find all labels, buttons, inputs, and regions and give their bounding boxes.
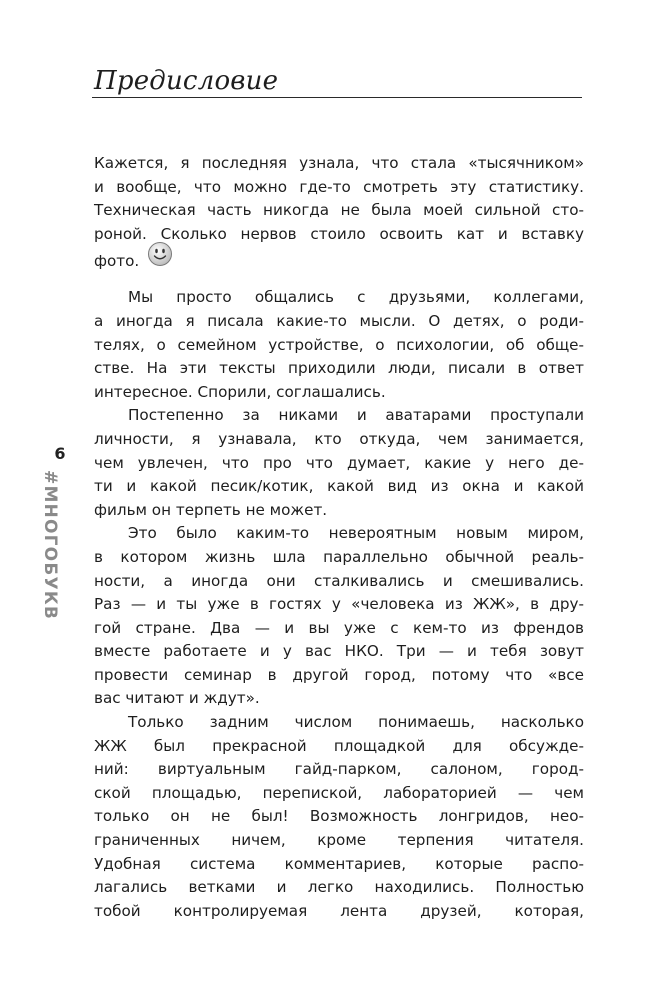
text-line: гой стране. Два — и вы уже с кем-то из френдов: [94, 618, 584, 637]
text-line: ти и какой песик/котик, какой вид из окна и какой: [94, 477, 584, 496]
page-title: Предисловие: [94, 66, 279, 96]
text-line: Техническая часть никогда не была моей сильной сто-: [94, 201, 584, 220]
text-line: Раз — и ты уже в гостях у «человека из ЖЖ», в дру-: [94, 595, 584, 614]
text-line: вас читают и ждут».: [94, 689, 260, 708]
text-line: роной. Сколько нервов стоило освоить кат и вставку: [94, 224, 584, 243]
text-line: стве. На эти тексты приходили люди, писали в ответ: [94, 359, 584, 378]
title-underline: [92, 97, 582, 98]
text-line: в котором жизнь шла параллельно обычной реаль-: [94, 547, 584, 566]
text-line: ЖЖ был прекрасной площадкой для обсужде-: [94, 736, 584, 755]
text-line: и вообще, что можно где-то смотреть эту статистику.: [94, 177, 584, 196]
text-line: провести семинар в другой город, потому что «все: [94, 665, 584, 684]
paragraph-2: [94, 286, 584, 404]
text-line: интересное. Спорили, соглашались.: [94, 382, 386, 401]
text-line: фото.: [94, 252, 140, 271]
text-line: фильм он терпеть не может.: [94, 500, 328, 519]
text-line: вместе работаете и у вас НКО. Три — и тебя зовут: [94, 642, 584, 661]
text-line: телях, о семейном устройстве, о психологии, об обще-: [94, 335, 584, 354]
text-line: Мы просто общались с друзьями, коллегами,: [128, 288, 584, 307]
text-line: ности, а иногда они сталкивались и смешивались.: [94, 571, 584, 590]
text-line: лагались ветками и легко находились. Полностью: [94, 878, 584, 897]
text-line: чем увлечен, что про что думает, какие у него де-: [94, 453, 584, 472]
page-number: 6: [54, 444, 66, 463]
text-line: Это было каким-то невероятным новым миром,: [128, 524, 584, 543]
paragraph-5: [94, 711, 584, 923]
text-line: а иногда я писала какие-то мысли. О детях, о роди-: [94, 311, 584, 330]
text-line-with-smiley: [94, 246, 584, 276]
text-line: Постепенно за никами и аватарами проступали: [128, 406, 584, 425]
side-marker: [40, 444, 80, 644]
text-line: граниченных ничем, кроме терпения читателя.: [94, 831, 584, 850]
text-line: Кажется, я последняя узнала, что стала «тысячником»: [94, 154, 584, 172]
text-line: тобой контролируемая лента друзей, которая,: [94, 901, 584, 920]
text-line: Удобная система комментариев, которые распо-: [94, 854, 584, 873]
book-title-vertical: #МНОГОБУКВ: [40, 470, 60, 621]
text-line: Только задним числом понимаешь, насколько: [128, 713, 584, 732]
paragraph-1: [94, 152, 584, 276]
text-line: личности, я узнавала, кто откуда, чем занимается,: [94, 429, 584, 448]
text-line: ний: виртуальным гайд-парком, салоном, город-: [94, 760, 584, 779]
smiley-icon: [147, 241, 173, 277]
paragraph-4: [94, 522, 584, 711]
body-text: [94, 152, 584, 923]
paragraph-3: [94, 404, 584, 522]
text-line: только он не был! Возможность лонгридов, нео-: [94, 807, 584, 826]
text-line: ской площадью, перепиской, лабораторией — чем: [94, 783, 584, 802]
